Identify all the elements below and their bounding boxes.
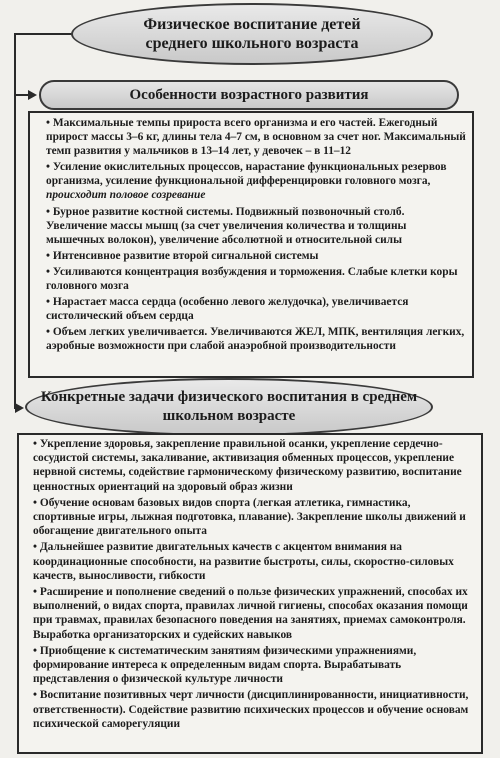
bullet-text: • Интенсивное развитие второй сигнальной системы: [46, 250, 318, 262]
bullet-text: • Дальнейшее развитие двигательных качеств с акцентом внимания на координационные способности, на развитие быстроты, силы, скоростно-силовых качеств, выносливости, гибкости: [33, 541, 454, 581]
italic-text: происходит половое созревание: [46, 189, 206, 202]
features-list: [28, 111, 474, 378]
arrow-to-tasks-icon: [15, 403, 24, 413]
bullet-text: • Максимальные темпы прироста всего организма и его частей. Ежегодный прирост массы 3–6 кг, длины тела 4–7 см, в основном за счет ног. Максимальный темп развития у мальчиков в 13–14 лет, у девочек – в 11–12: [46, 117, 466, 157]
tasks-header-line-1: Конкретные задачи физического воспитания в среднем: [40, 389, 418, 405]
list-item: [46, 295, 466, 323]
bullet-text: • Усиливаются концентрация возбуждения и торможения. Слабые клетки коры головного мозга: [46, 266, 457, 292]
bullet-text: • Объем легких увеличивается. Увеличиваются ЖЕЛ, МПК, вентиляция легких, аэробные возможности при слабой анаэробной производительности: [46, 326, 464, 352]
title-line-1: Физическое воспитание детей: [143, 16, 361, 33]
connector-line-horizontal-top: [14, 33, 72, 35]
bullet-text: • Нарастает масса сердца (особенно левого желудочка), увеличивается систолический объем сердца: [46, 296, 408, 322]
list-item: [46, 205, 466, 247]
bullet-text: • Укрепление здоровья, закрепление правильной осанки, укрепление сердечно-сосудистой системы, закаливание, активизация обменных процессов, укрепление нервной системы, содействие гармоническому физическому развитию, воспитание ценностных ориентаций на здоровый образ жизни: [33, 438, 462, 493]
bullet-text: • Усиление окислительных процессов, нарастание функциональных резервов организма, усиление функциональной дифференцировки головного мозга,: [46, 161, 447, 187]
list-item: [33, 688, 475, 731]
list-item: [33, 496, 475, 539]
bullet-text: • Приобщение к систематическим занятиям физическими упражнениями, формирование интереса к определенным видам спорта. Вырабатывать представления о физической культуре личности: [33, 645, 416, 685]
connector-line-vertical: [14, 33, 16, 409]
list-item: [33, 437, 475, 494]
list-item: [46, 116, 466, 158]
list-item: [33, 585, 475, 642]
bullet-text: • Бурное развитие костной системы. Подвижный позвоночный столб. Увеличение массы мышц (за счет увеличения количества и толщины мышечных волокон), увеличение абсолютной и относительной силы: [46, 206, 406, 246]
list-item: [46, 160, 466, 202]
features-header: [39, 80, 459, 110]
tasks-list: [17, 433, 483, 754]
list-item: [46, 249, 466, 263]
title-line-2: среднего школьного возраста: [145, 35, 359, 52]
arrow-to-features-icon: [28, 90, 37, 100]
tasks-header: [25, 378, 433, 436]
tasks-header-line-2: школьном возрасте: [162, 408, 296, 424]
list-item: [46, 325, 466, 353]
features-header-label: Особенности возрастного развития: [129, 86, 369, 103]
list-item: [33, 644, 475, 687]
connector-line-to-features: [14, 94, 28, 96]
bullet-text: • Обучение основам базовых видов спорта (легкая атлетика, гимнастика, спортивные игры, лыжная подготовка, плавание). Закрепление школы движений и обогащение двигательного опыта: [33, 497, 466, 537]
list-item: [46, 265, 466, 293]
list-item: [33, 540, 475, 583]
diagram-title: [71, 3, 433, 65]
bullet-text: • Расширение и пополнение сведений о пользе физических упражнений, способах их выполнений, о видах спорта, правилах личной гигиены, способах оказания помощи при травмах, правилах безопасного поведения на занятиях, приемах самоконтроля. Выработка организаторских и судейских навыков: [33, 586, 468, 641]
bullet-text: • Воспитание позитивных черт личности (дисциплинированности, инициативности, ответственности). Содействие развитию психических процессов и обучение основам психической саморегуляции: [33, 689, 468, 729]
